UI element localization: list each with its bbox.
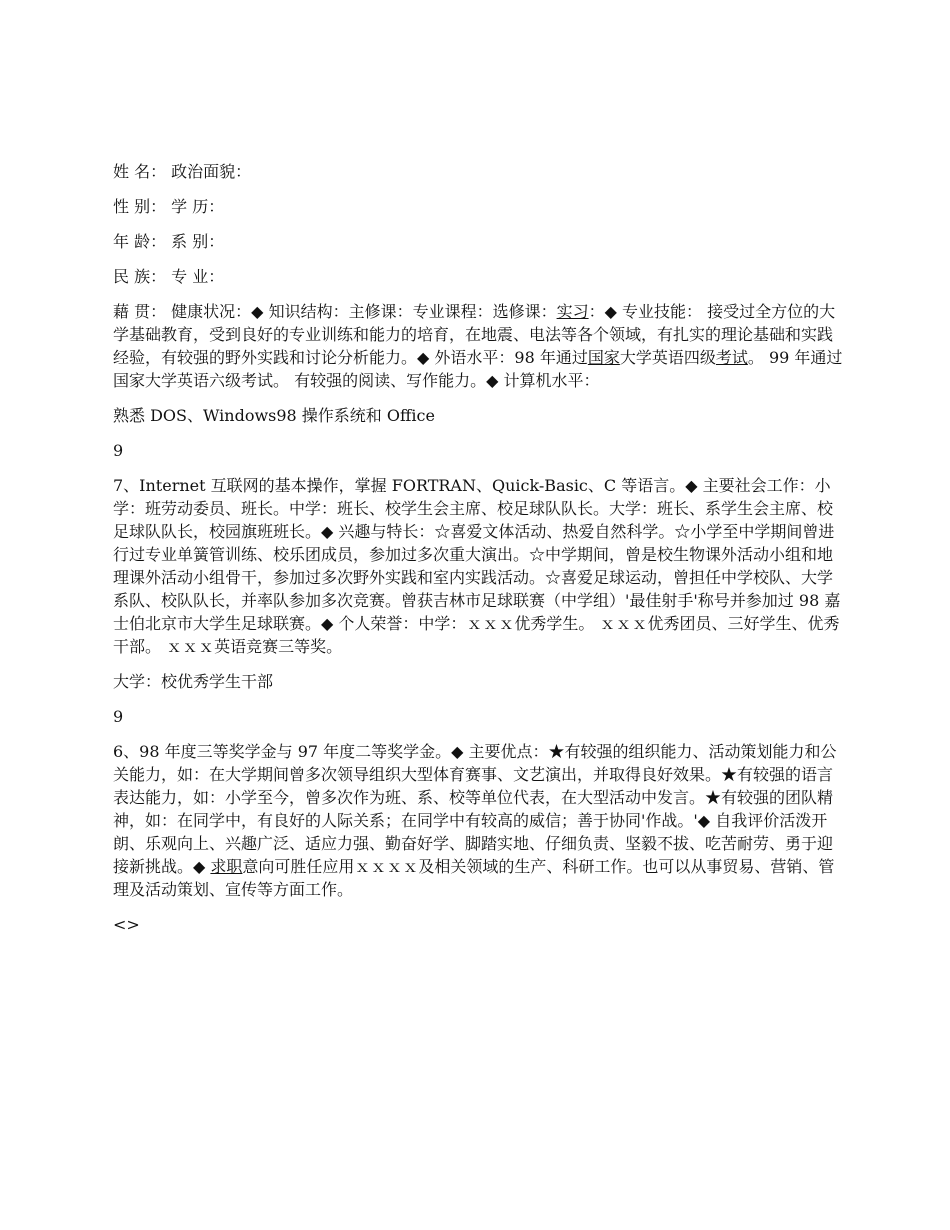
page-number-1: 9 <box>113 441 124 460</box>
name-politics-line: 姓 名： 政治面貌： <box>113 162 252 181</box>
activities-paragraph: 7、Internet 互联网的基本操作，掌握 FORTRAN、Quick-Basic、C 等语言。◆ 主要社会工作：小学：班劳动委员、班长。中学：班长、校学生会主席、校足球队队长。大学：班长、系学生会主席、校足球队队长，校园旗班班长。◆ 兴趣与特长：☆喜爱文体活动、热爱自然科学。☆小学至中学期间曾进行过专业单簧管训练、校乐团成员，参加过多次重大演出。☆中学期间，曾是校生物课外活动小组和地理课外活动小组骨干，参加过多次野外实践和室内实践活动。☆喜爱足球运动，曾担任中学校队、大学系队、校队队长，并率队参加多次竞赛。曾获吉林市足球联赛（中学组）'最佳射手'称号并参加过 98 嘉士伯北京市大学生足球联赛。◆ 个人荣誉：中学：ｘｘｘ优秀学生。 ｘｘｘ优秀团员、三好学生、优秀干部。 ｘｘｘ英语竞赛三等奖。 <box>113 476 841 656</box>
strengths-paragraph <box>113 740 843 901</box>
internship-link[interactable]: 实习 <box>556 302 589 321</box>
strengths-text-b: 意向可胜任应用ｘｘｘｘ及相关领域的生产、科研工作。也可以从事贸易、营销、管理及活动策划、宣传等方面工作。 <box>113 857 835 899</box>
gender-education-line: 性 别： 学 历： <box>113 197 225 216</box>
background-text-c: 大学英语四级 <box>619 348 716 367</box>
background-text-a: 藉 贯： 健康状况：◆ 知识结构：主修课：专业课程：选修课： <box>113 302 557 321</box>
strengths-text-a: 6、98 年度三等奖学金与 97 年度二等奖学金。◆ 主要优点：★有较强的组织能力、活动策划能力和公关能力，如：在大学期间曾多次领导组织大型体育赛事、文艺演出，并取得良好效果。★有较强的语言表达能力，如：小学至今，曾多次作为班、系、校等单位代表，在大型活动中发言。★有较强的团队精神，如：在同学中，有良好的人际关系；在同学中有较高的威信；善于协同'作战。'◆ 自我评价活泼开朗、乐观向上、兴趣广泛、适应力强、勤奋好学、脚踏实地、仔细负责、坚毅不拔、吃苦耐劳、勇于迎接新挑战。◆ <box>113 742 837 876</box>
background-paragraph <box>113 300 843 392</box>
university-honor-line: 大学：校优秀学生干部 <box>113 672 274 691</box>
background-text-b: ：◆ 专业技能： 接受过全方位的大学基础教育，受到良好的专业训练和能力的培育，在地震、电法等各个领域，有扎实的理论基础和实践经验，有较强的野外实践和讨论分析能力。◆ 外语水平：98 年通过 <box>113 302 836 367</box>
job-search-link[interactable]: 求职 <box>210 857 243 876</box>
angle-brackets-text: <> <box>113 915 140 934</box>
computer-skills-line: 熟悉 DOS、Windows98 操作系统和 Office <box>113 406 435 425</box>
page-number-2: 9 <box>113 707 124 726</box>
country-link[interactable]: 国家 <box>587 348 620 367</box>
document-body <box>113 160 843 948</box>
age-department-line: 年 龄： 系 别： <box>113 232 225 251</box>
background-text-d: 。 99 年通过国家大学英语六级考试。 有较强的阅读、写作能力。◆ 计算机水平： <box>113 348 843 390</box>
exam-link[interactable]: 考试 <box>715 348 748 367</box>
ethnicity-major-line: 民 族： 专 业： <box>113 267 225 286</box>
